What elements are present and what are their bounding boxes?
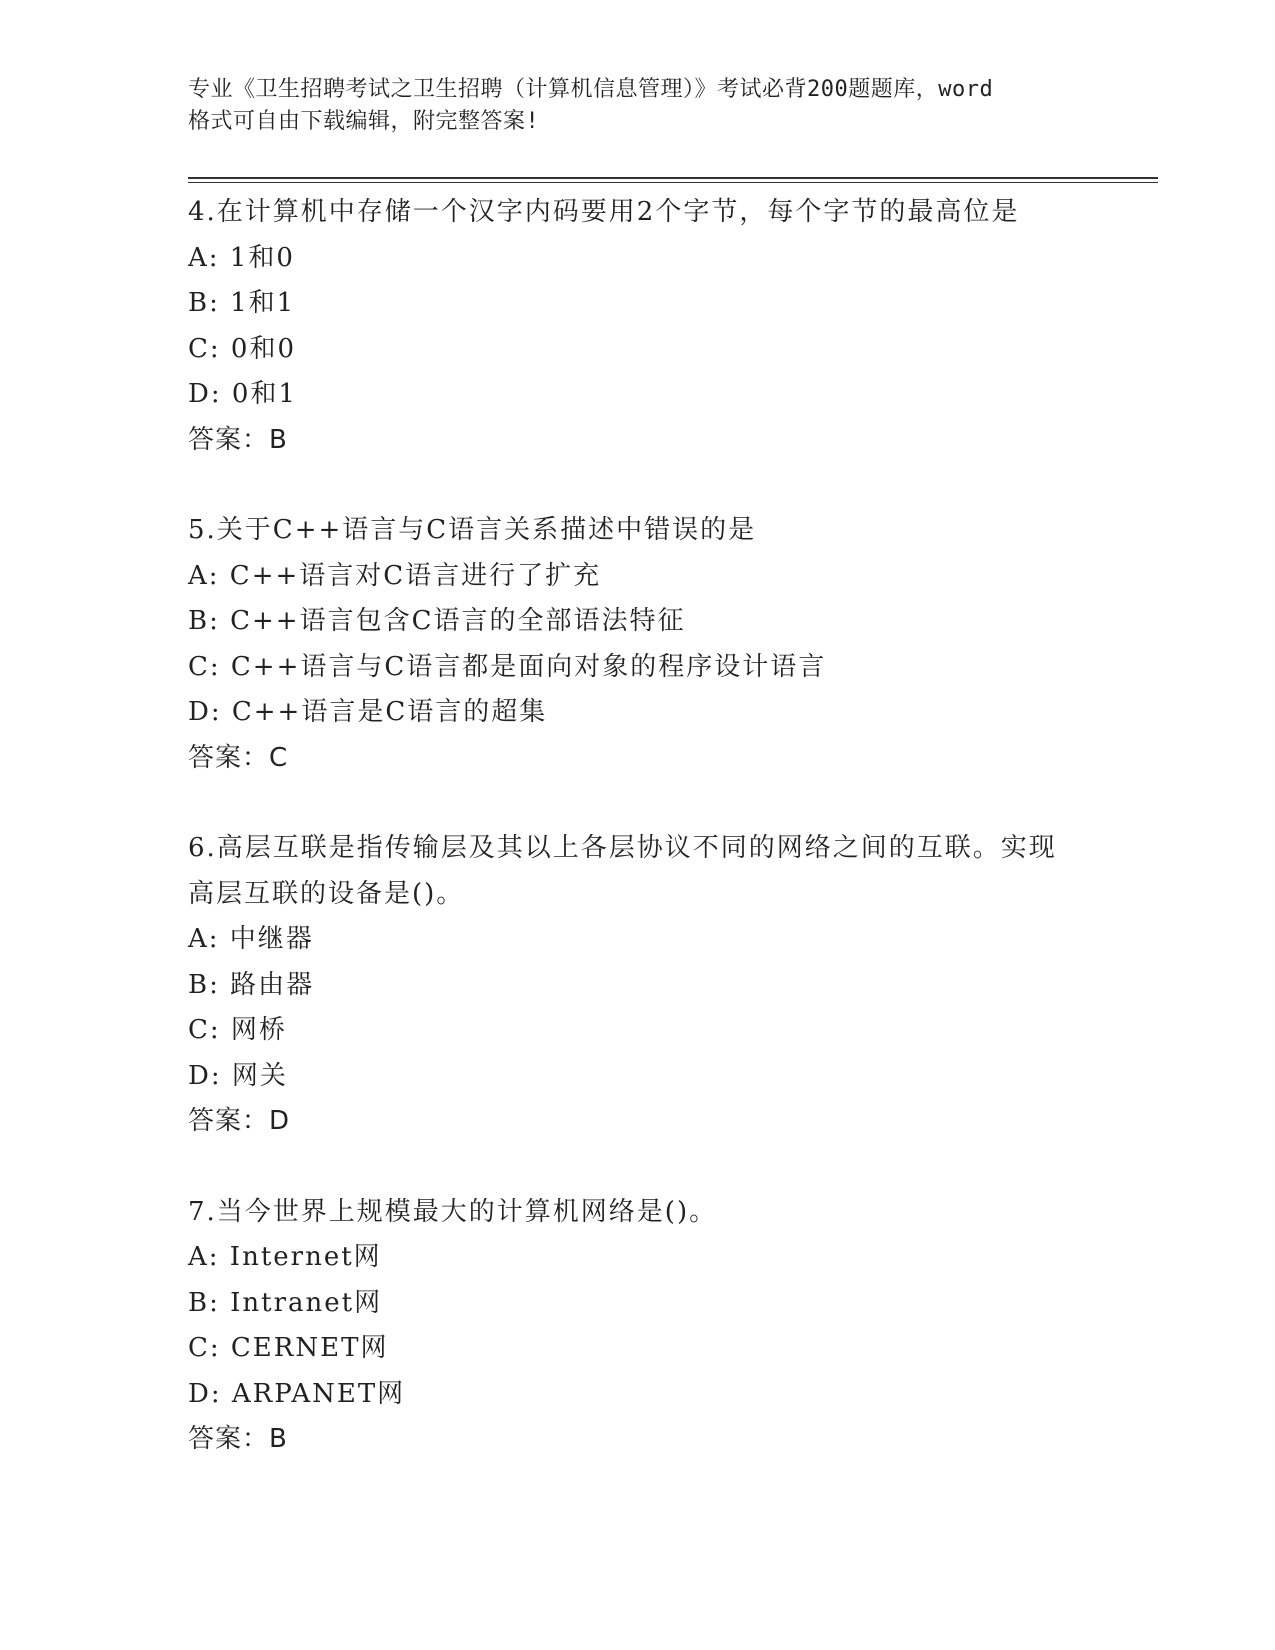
answer: 答案：B: [188, 424, 288, 455]
question-title: 4.在计算机中存储一个汉字内码要用2个字节，每个字节的最高位是: [188, 197, 1020, 227]
answer: 答案：D: [188, 1106, 291, 1136]
option-d: D: 网关: [188, 1060, 288, 1091]
option-b: B: 路由器: [188, 969, 315, 1000]
document-header: [188, 74, 1088, 138]
option-c: C: 0和0: [188, 333, 297, 364]
option-a: A: 中继器: [188, 924, 314, 954]
header-line-1: 专业《卫生招聘考试之卫生招聘（计算机信息管理）》考试必背200题题库，word: [188, 77, 994, 102]
option-b: B: Intranet网: [188, 1287, 383, 1318]
option-b: B: 1和1: [188, 288, 296, 318]
option-c: C: 网桥: [188, 1015, 287, 1045]
option-a: A: C++语言对C语言进行了扩充: [188, 560, 602, 591]
question-5: [188, 508, 1158, 781]
question-list: [188, 190, 1158, 1508]
option-a: A: Internet网: [188, 1242, 382, 1272]
answer: 答案：B: [188, 1424, 288, 1454]
option-d: D: C++语言是C语言的超集: [188, 697, 548, 727]
option-c: C: C++语言与C语言都是面向对象的程序设计语言: [188, 651, 827, 682]
option-c: C: CERNET网: [188, 1333, 389, 1363]
question-title: 6.高层互联是指传输层及其以上各层协议不同的网络之间的互联。实现高层互联的设备是()。: [188, 833, 1057, 909]
question-title: 5.关于C++语言与C语言关系描述中错误的是: [188, 515, 757, 545]
question-6: [188, 826, 1158, 1145]
option-d: D: 0和1: [188, 379, 297, 409]
question-title: 7.当今世界上规模最大的计算机网络是()。: [188, 1196, 718, 1227]
question-7: [188, 1190, 1158, 1463]
option-a: A: 1和0: [188, 242, 295, 273]
option-b: B: C++语言包含C语言的全部语法特征: [188, 606, 686, 636]
header-divider-thick: [188, 177, 1158, 179]
question-4: [188, 190, 1158, 463]
option-d: D: ARPANET网: [188, 1378, 406, 1409]
answer: 答案：C: [188, 742, 289, 773]
header-line-2: 格式可自由下载编辑，附完整答案!: [188, 109, 540, 134]
header-divider-thin: [188, 182, 1158, 183]
